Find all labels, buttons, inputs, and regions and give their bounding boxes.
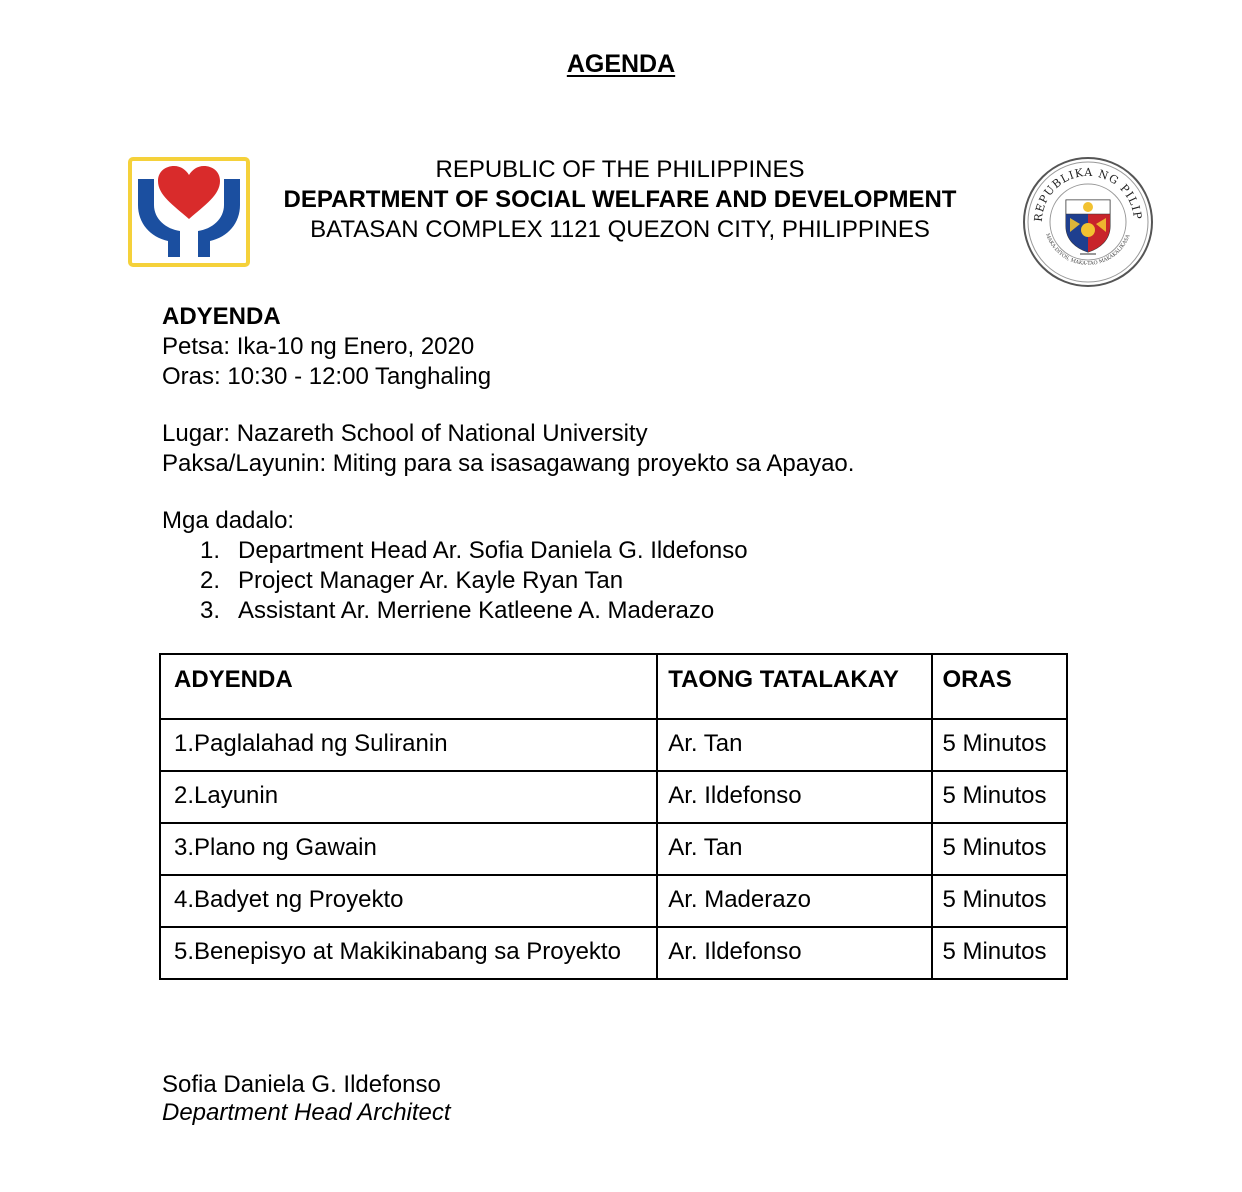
presenter: Ar. Ildefonso (657, 927, 932, 979)
info-topic: Paksa/Layunin: Miting para sa isasagawang proyekto sa Apayao. (162, 450, 855, 477)
agenda-item: 4.Badyet ng Proyekto (160, 875, 657, 927)
list-item (200, 596, 854, 626)
column-header-presenter: TAONG TATALAKAY (657, 654, 932, 719)
info-time: Oras: 10:30 - 12:00 Tanghaling (162, 363, 492, 390)
table-row (160, 771, 1067, 823)
info-heading: ADYENDA (162, 303, 281, 330)
presenter: Ar. Ildefonso (657, 771, 932, 823)
attendees-label: Mga dadalo: (162, 507, 295, 534)
letterhead (250, 155, 990, 245)
table-row (160, 875, 1067, 927)
attendee-name: Department Head Ar. Sofia Daniela G. Ildefonso (238, 537, 748, 564)
table-row (160, 719, 1067, 771)
attendee-number: 3. (200, 597, 221, 624)
info-date: Petsa: Ika-10 ng Enero, 2020 (162, 333, 475, 360)
duration: 5 Minutos (932, 927, 1067, 979)
attendee-number: 1. (200, 537, 221, 564)
letterhead-department: DEPARTMENT OF SOCIAL WELFARE AND DEVELOPMENT (283, 186, 957, 213)
attendees-list (162, 536, 854, 626)
presenter: Ar. Maderazo (657, 875, 932, 927)
table-row (160, 927, 1067, 979)
seal-text-bottom: MAKA-DIYOS, MAKA-TAO MAKAKALIKASA (1044, 232, 1132, 267)
page-title: AGENDA (566, 50, 676, 78)
letterhead-address: BATASAN COMPLEX 1121 QUEZON CITY, PHILIPPINES (310, 216, 930, 243)
agenda-table (159, 653, 1068, 980)
presenter: Ar. Tan (657, 719, 932, 771)
attendee-number: 2. (200, 567, 221, 594)
agenda-item: 1.Paglalahad ng Suliranin (160, 719, 657, 771)
letterhead-country: REPUBLIC OF THE PHILIPPINES (435, 156, 805, 183)
agenda-item: 2.Layunin (160, 771, 657, 823)
duration: 5 Minutos (932, 823, 1067, 875)
presenter: Ar. Tan (657, 823, 932, 875)
signatory-role: Department Head Architect (162, 1099, 451, 1126)
info-place: Lugar: Nazareth School of National University (162, 420, 648, 447)
signatory-name: Sofia Daniela G. Ildefonso (162, 1071, 441, 1098)
column-header-time: ORAS (932, 654, 1067, 719)
dswd-logo (128, 157, 250, 267)
list-item (200, 566, 854, 596)
agenda-item: 5.Benepisyo at Makikinabang sa Proyekto (160, 927, 657, 979)
signature-block (162, 1071, 451, 1127)
table-row (160, 823, 1067, 875)
seal-text-top: REPUBLIKA NG PILIP (1031, 165, 1145, 223)
republic-seal (1020, 154, 1156, 290)
duration: 5 Minutos (932, 875, 1067, 927)
attendee-name: Assistant Ar. Merriene Katleene A. Maderazo (238, 597, 715, 624)
duration: 5 Minutos (932, 771, 1067, 823)
attendee-name: Project Manager Ar. Kayle Ryan Tan (238, 567, 624, 594)
column-header-agenda: ADYENDA (160, 654, 657, 719)
duration: 5 Minutos (932, 719, 1067, 771)
list-item (200, 536, 854, 566)
table-header-row (160, 654, 1067, 719)
agenda-item: 3.Plano ng Gawain (160, 823, 657, 875)
meeting-info (162, 302, 854, 626)
